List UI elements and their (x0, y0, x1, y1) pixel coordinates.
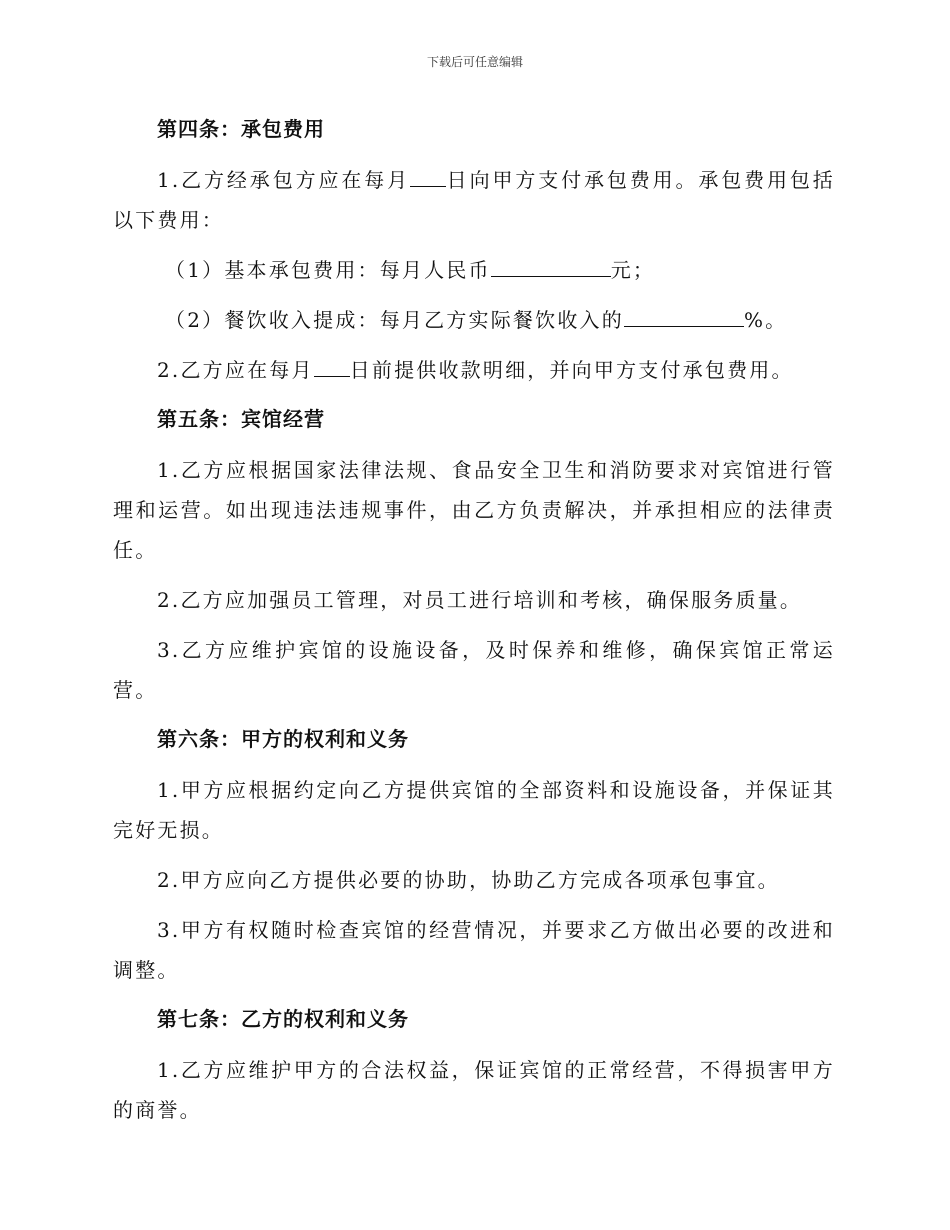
section-4-title: 第四条：承包费用 (157, 117, 325, 141)
section-4-item-1 (113, 250, 835, 290)
section-4-p2-text-b: 日前提供收款明细，并向甲方支付承包费用。 (349, 358, 794, 382)
payment-day-blank[interactable] (410, 166, 446, 187)
section-4-item1-text-b: 元； (610, 258, 656, 282)
section-6-paragraph-3: 3.甲方有权随时检查宾馆的经营情况，并要求乙方做出必要的改进和调整。 (113, 918, 835, 982)
section-5-paragraph-1: 1.乙方应根据国家法律法规、食品安全卫生和消防要求对宾馆进行管理和运营。如出现违法违规事件，由乙方负责解决，并承担相应的法律责任。 (113, 458, 835, 562)
section-7-paragraph-1: 1.乙方应维护甲方的合法权益，保证宾馆的正常经营，不得损害甲方的商誉。 (113, 1058, 835, 1122)
section-6-paragraph-2: 2.甲方应向乙方提供必要的协助，协助乙方完成各项承包事宜。 (157, 868, 780, 892)
section-5-paragraph-2: 2.乙方应加强员工管理，对员工进行培训和考核，确保服务质量。 (157, 588, 803, 612)
section-4-item1-text-a: （1）基本承包费用：每月人民币 (165, 258, 491, 282)
section-7-title: 第七条：乙方的权利和义务 (157, 1007, 409, 1031)
statement-day-blank[interactable] (314, 356, 350, 377)
section-6-title: 第六条：甲方的权利和义务 (157, 727, 409, 751)
section-5-paragraph-3: 3.乙方应维护宾馆的设施设备，及时保养和维修，确保宾馆正常运营。 (113, 638, 835, 702)
base-fee-blank[interactable] (491, 256, 611, 277)
section-4-p1-text-b: 日向甲方支付承包费用。承包费用包括以下费用： (113, 168, 836, 232)
commission-rate-blank[interactable] (624, 306, 744, 327)
section-4-p1-text-a: 1.乙方经承包方应在每月 (157, 168, 410, 192)
section-4-item2-text-a: （2）餐饮收入提成：每月乙方实际餐饮收入的 (165, 308, 624, 332)
document-body (113, 110, 835, 1140)
section-5-title: 第五条：宾馆经营 (157, 407, 325, 431)
section-4-paragraph-1 (113, 160, 835, 240)
section-6-paragraph-1: 1.甲方应根据约定向乙方提供宾馆的全部资料和设施设备，并保证其完好无损。 (113, 778, 835, 842)
section-4-paragraph-2 (113, 350, 835, 390)
section-4-p2-text-a: 2.乙方应在每月 (157, 358, 314, 382)
page-header: 下载后可任意编辑 (426, 55, 523, 69)
section-4-item-2 (113, 300, 835, 340)
section-4-item2-text-b: %。 (743, 308, 788, 332)
